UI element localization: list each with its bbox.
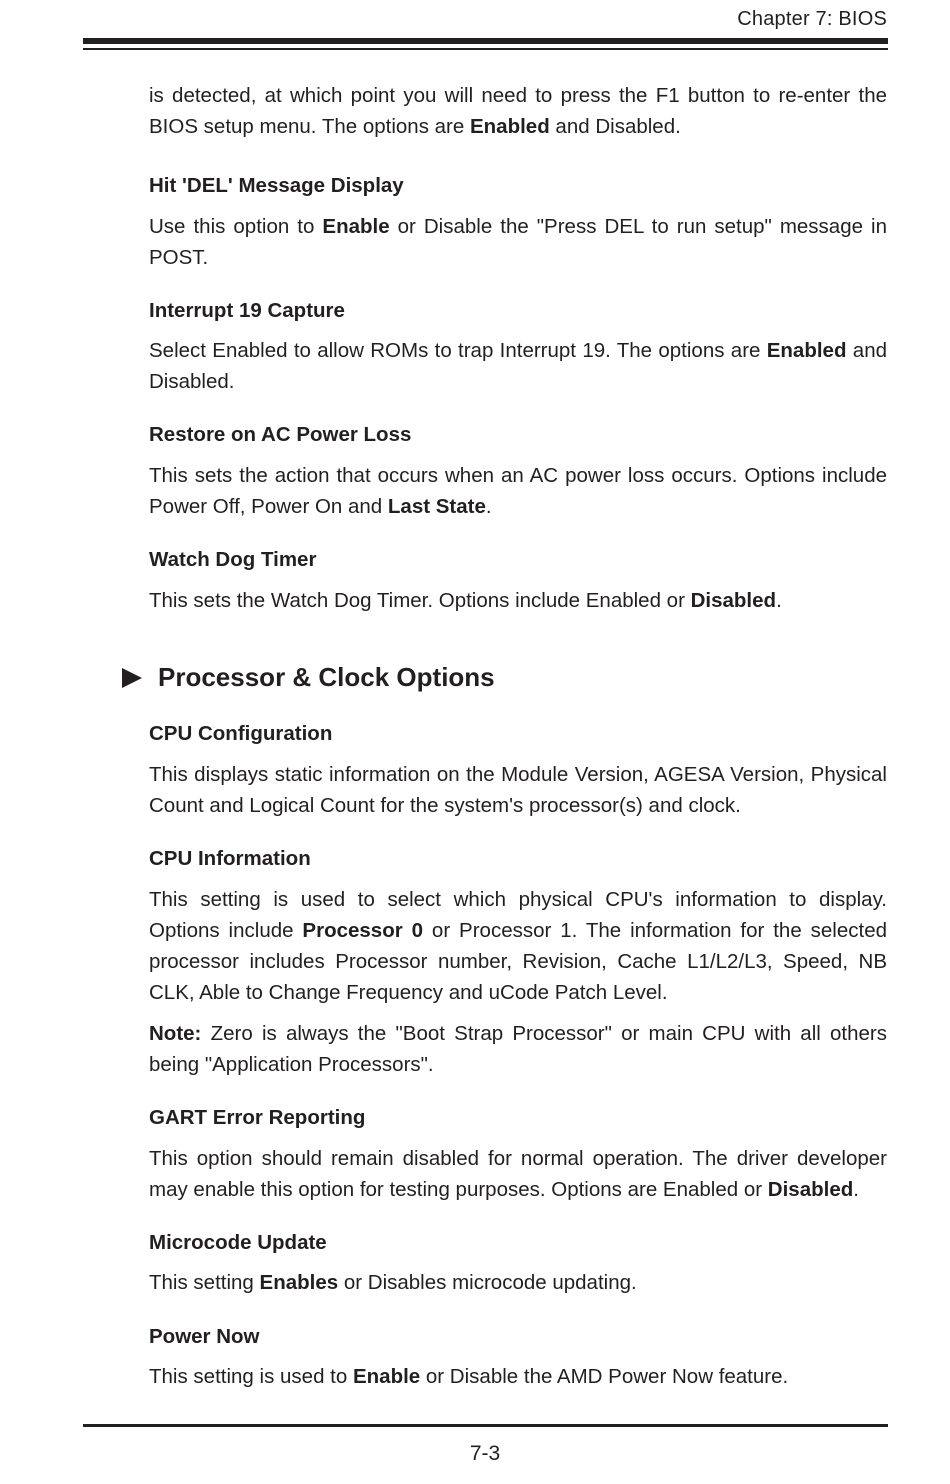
powernow-text-end: or Disable the AMD Power Now feature.	[420, 1365, 789, 1388]
paragraph-watch-dog	[149, 585, 887, 616]
heading-watch-dog: Watch Dog Timer	[149, 548, 317, 571]
cpu-info-bold: Processor 0	[302, 919, 424, 942]
note-text: Zero is always the "Boot Strap Processor" or main CPU with all others being "Application Processors".	[149, 1022, 887, 1076]
microcode-text: This setting	[149, 1271, 260, 1294]
paragraph-hit-del	[149, 211, 887, 273]
restore-text: This sets the action that occurs when an AC power loss occurs. Options include Power Off, Power On and	[149, 464, 887, 518]
restore-text-end: .	[485, 495, 492, 518]
watchdog-text: This sets the Watch Dog Timer. Options include Enabled or	[149, 589, 691, 612]
powernow-bold: Enable	[352, 1365, 421, 1388]
watchdog-text-end: .	[776, 589, 782, 612]
restore-bold: Last State	[387, 495, 486, 518]
heading-gart-error: GART Error Reporting	[149, 1106, 366, 1129]
heading-restore-ac: Restore on AC Power Loss	[149, 423, 412, 446]
footer-rule	[83, 1424, 888, 1427]
paragraph-cpu-information	[149, 884, 887, 1008]
gart-bold: Disabled	[767, 1178, 854, 1201]
paragraph-cpu-configuration: This displays static information on the Module Version, AGESA Version, Physical Count and Logical Count for the system's processor(s) and clock.	[149, 763, 887, 817]
header-rule-thick	[83, 38, 888, 44]
header-rule-thin	[83, 48, 888, 50]
powernow-text: This setting is used to	[149, 1365, 353, 1388]
paragraph-power-now	[149, 1361, 887, 1392]
triangle-right-icon	[122, 668, 142, 688]
cpu-info-text-end: or Processor 1. The information for the selected processor includes Processor number, Revision, Cache L1/L2/L3, Speed, NB CLK, Able to Change Frequency and uCode Patch Level.	[149, 919, 887, 1004]
heading-power-now: Power Now	[149, 1325, 260, 1348]
int19-text: Select Enabled to allow ROMs to trap Interrupt 19. The options are	[149, 339, 767, 362]
intro-text-end: and Disabled.	[549, 115, 681, 138]
page-number: 7-3	[469, 1442, 501, 1465]
paragraph-gart-error	[149, 1143, 887, 1205]
section-title	[122, 662, 495, 693]
heading-microcode-update: Microcode Update	[149, 1231, 327, 1254]
intro-text: is detected, at which point you will need to press the F1 button to re-enter the BIOS setup menu. The options are	[149, 84, 887, 138]
hit-del-bold: Enable	[322, 215, 390, 238]
paragraph-microcode-update	[149, 1267, 887, 1298]
heading-cpu-information: CPU Information	[149, 847, 311, 870]
heading-interrupt-19: Interrupt 19 Capture	[149, 299, 345, 322]
note-paragraph	[149, 1018, 887, 1080]
cpu-info-text: This setting is used to select which physical CPU's information to display. Options include	[149, 888, 887, 942]
gart-text-end: .	[853, 1178, 859, 1201]
intro-paragraph	[149, 80, 887, 142]
paragraph-restore-ac	[149, 460, 887, 522]
hit-del-text: Use this option to	[149, 215, 323, 238]
note-label: Note:	[149, 1022, 202, 1045]
gart-text: This option should remain disabled for normal operation. The driver developer may enable this option for testing purposes. Options are Enabled or	[149, 1147, 887, 1201]
int19-bold: Enabled	[766, 339, 847, 362]
microcode-text-end: or Disables microcode updating.	[338, 1271, 637, 1294]
int19-text-end: and Disabled.	[149, 339, 887, 393]
paragraph-interrupt-19	[149, 335, 887, 397]
microcode-bold: Enables	[259, 1271, 339, 1294]
chapter-header: Chapter 7: BIOS	[737, 8, 887, 30]
watchdog-bold: Disabled	[690, 589, 777, 612]
intro-bold: Enabled	[469, 115, 550, 138]
section-title-text: Processor & Clock Options	[158, 662, 495, 692]
heading-hit-del: Hit 'DEL' Message Display	[149, 174, 404, 197]
heading-cpu-configuration: CPU Configuration	[149, 722, 333, 745]
hit-del-text-end: or Disable the "Press DEL to run setup" message in POST.	[149, 215, 887, 269]
